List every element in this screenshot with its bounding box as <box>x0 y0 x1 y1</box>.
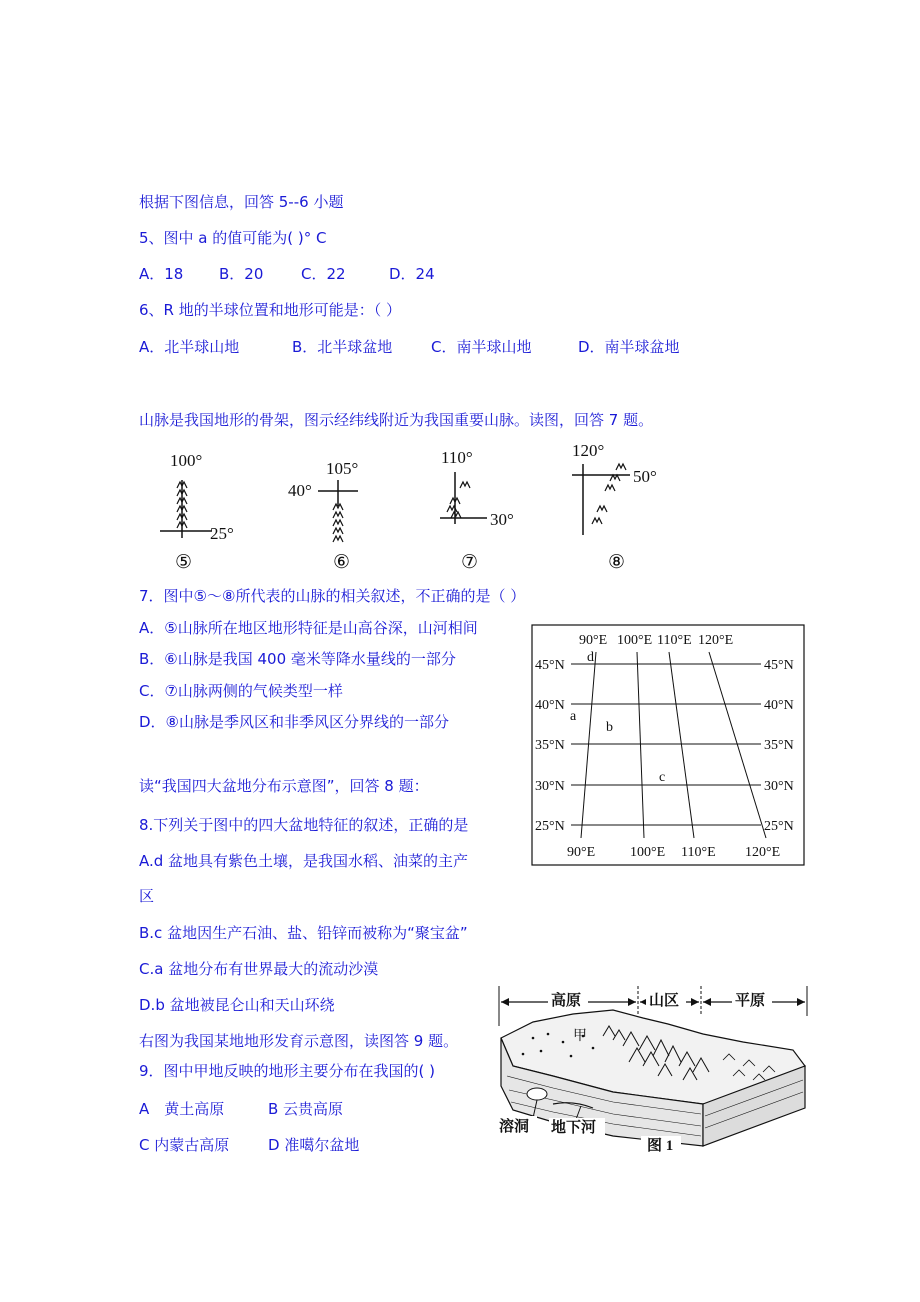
q5-option-a: A．18 <box>139 265 184 283</box>
terrain-caption: 图 1 <box>647 1138 674 1154</box>
map-right-lat-35: 35°N <box>764 738 794 753</box>
terrain-label-underground-river: 地下河 <box>551 1120 597 1136</box>
q9-option-d: D 准噶尔盆地 <box>268 1136 360 1154</box>
fig7-lon: 110° <box>441 448 473 467</box>
fig7-mountain-symbols <box>447 482 470 518</box>
map-point-a: a <box>570 709 577 724</box>
q8-stem: 8.下列关于图中的四大盆地特征的叙述，正确的是 <box>139 816 469 834</box>
cave-shape <box>527 1088 547 1100</box>
q6-stem: 6、R 地的半球位置和地形可能是：（ ） <box>139 301 402 319</box>
basin-map <box>531 624 806 867</box>
map-right-lat-30: 30°N <box>764 779 794 794</box>
q5-option-b: B．20 <box>219 265 264 283</box>
terrain-figure <box>493 976 813 1158</box>
map-left-lat-40: 40°N <box>535 698 565 713</box>
q6-option-b: B．北半球盆地 <box>292 338 393 356</box>
q6-option-c: C．南半球山地 <box>431 338 532 356</box>
map-bottom-lon-110: 110°E <box>681 845 716 860</box>
map-top-lon-110: 110°E <box>657 633 692 648</box>
q8-option-b: B.c 盆地因生产石油、盐、铅锌而被称为“聚宝盆” <box>139 924 468 942</box>
q8-option-a: A.d 盆地具有紫色土壤，是我国水稻、油菜的主产 <box>139 852 469 870</box>
q56-intro: 根据下图信息，回答 5--6 小题 <box>139 193 344 211</box>
fig8-number: ⑧ <box>608 552 626 573</box>
terrain-section-plateau: 高原 <box>551 993 582 1009</box>
q8-option-c: C.a 盆地分布有世界最大的流动沙漠 <box>139 960 379 978</box>
terrain-label-cave: 溶洞 <box>499 1119 530 1135</box>
map-top-lon-100: 100°E <box>617 633 653 648</box>
q9-option-b: B 云贵高原 <box>268 1100 344 1118</box>
q9-intro: 右图为我国某地地形发育示意图，读图答 9 题。 <box>139 1032 459 1050</box>
q7-option-c: C．⑦山脉两侧的气候类型一样 <box>139 682 343 700</box>
map-left-lat-45: 45°N <box>535 658 565 673</box>
terrain-point-jia: 甲 <box>573 1029 587 1044</box>
mountain-figures <box>150 438 690 573</box>
fig8-lon: 120° <box>572 441 605 460</box>
q9-option-a: A 黄土高原 <box>139 1100 225 1118</box>
q7-intro: 山脉是我国地形的骨架，图示经纬线附近为我国重要山脉。读图，回答 7 题。 <box>139 411 654 429</box>
q7-option-b: B．⑥山脉是我国 400 毫米等降水量线的一部分 <box>139 650 456 668</box>
q8-option-d: D.b 盆地被昆仑山和天山环绕 <box>139 996 335 1014</box>
q5-option-c: C．22 <box>301 265 346 283</box>
map-left-lat-35: 35°N <box>535 738 565 753</box>
fig6-number: ⑥ <box>333 552 351 573</box>
map-top-lon-120: 120°E <box>698 633 734 648</box>
fig8-lat: 50° <box>633 467 657 486</box>
q7-option-d: D．⑧山脉是季风区和非季风区分界线的一部分 <box>139 713 449 731</box>
fig7-lat: 30° <box>490 510 514 529</box>
fig6-lon: 105° <box>326 459 359 478</box>
map-right-lat-40: 40°N <box>764 698 794 713</box>
q9-stem: 9．图中甲地反映的地形主要分布在我国的( ) <box>139 1062 436 1080</box>
map-top-lon-90: 90°E <box>579 633 608 648</box>
map-left-lat-30: 30°N <box>535 779 565 794</box>
map-bottom-lon-120: 120°E <box>745 845 781 860</box>
q7-stem: 7．图中⑤～⑧所代表的山脉的相关叙述，不正确的是（ ） <box>139 587 526 605</box>
map-bottom-lon-100: 100°E <box>630 845 666 860</box>
terrain-section-plain: 平原 <box>735 993 766 1009</box>
q8-intro: 读“我国四大盆地分布示意图”，回答 8 题： <box>139 777 429 795</box>
q7-option-a: A．⑤山脉所在地区地形特征是山高谷深，山河相间 <box>139 619 478 637</box>
map-point-b: b <box>606 720 613 735</box>
map-right-lat-45: 45°N <box>764 658 794 673</box>
fig6-lat: 40° <box>288 481 312 500</box>
q8-option-a-cont: 区 <box>139 887 155 905</box>
map-bottom-lon-90: 90°E <box>567 845 596 860</box>
q5-option-d: D．24 <box>389 265 435 283</box>
fig7-number: ⑦ <box>461 552 479 573</box>
fig5-number: ⑤ <box>175 552 193 573</box>
fig8-mountain-symbols <box>592 464 626 524</box>
q6-option-a: A．北半球山地 <box>139 338 240 356</box>
fig5-lat: 25° <box>210 524 234 543</box>
q5-stem: 5、图中 a 的值可能为( )° C <box>139 229 327 247</box>
map-right-lat-25: 25°N <box>764 819 794 834</box>
map-point-c: c <box>659 770 666 785</box>
fig5-lon: 100° <box>170 451 203 470</box>
fig6-mountain-symbols <box>333 504 343 542</box>
q9-option-c: C 内蒙古高原 <box>139 1136 230 1154</box>
terrain-section-mountain: 山区 <box>649 993 680 1009</box>
q6-option-d: D．南半球盆地 <box>578 338 680 356</box>
map-point-d: d <box>587 650 594 665</box>
map-left-lat-25: 25°N <box>535 819 565 834</box>
